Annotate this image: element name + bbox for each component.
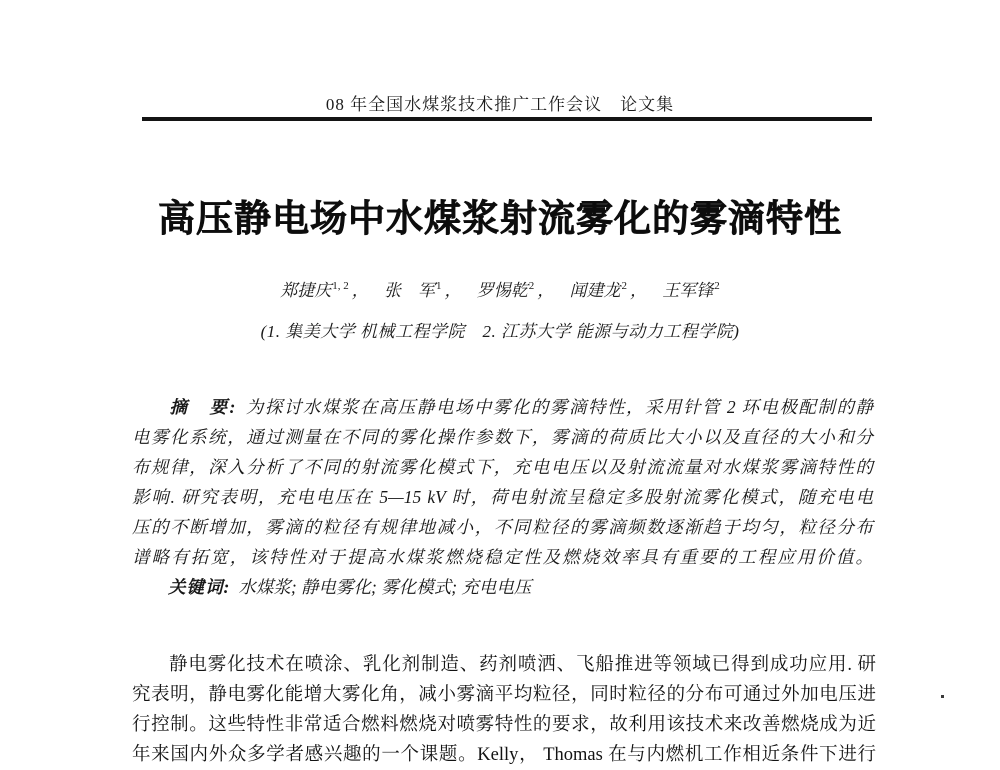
paper-title: 高压静电场中水煤浆射流雾化的雾滴特性 — [158, 198, 842, 239]
proceedings-header: 08 年全国水煤浆技术推广工作会议 论文集 — [325, 95, 675, 114]
body-line: 行控制。这些特性非常适合燃料燃烧对喷雾特性的要求，故利用该技术来改善燃烧成为近 — [132, 715, 876, 735]
author-superscript: 1 — [436, 280, 442, 293]
affiliation-line: (1. 集美大学 机械工程学院 2. 江苏大学 能源与动力工程学院) — [260, 322, 740, 341]
keywords-label: 关键词: — [168, 577, 231, 597]
body-line: 究表明，静电雾化能增大雾化角，减小雾滴平均粒径，同时粒径的分布可通过外加电压进 — [132, 685, 876, 705]
abstract-line: 为探讨水煤浆在高压静电场中雾化的雾滴特性，采用针管 2 环电极配制的静 — [244, 397, 874, 417]
author-name: 郑捷庆$^{1, 2}$ — [280, 280, 349, 300]
author-name: 罗惕乾$^2$ — [476, 280, 535, 300]
header-rule-divider — [142, 117, 872, 121]
abstract-lines — [132, 422, 873, 572]
author-separator: ， — [630, 281, 647, 300]
abstract-line: 谱略有拓宽，该特性对于提高水煤浆燃烧稳定性及燃烧效率具有重要的工程应用价值。 — [132, 547, 873, 567]
author-byline — [0, 276, 1000, 301]
abstract-line: 布规律，深入分析了不同的射流雾化模式下，充电电压以及射流流量对水煤浆雾滴特性的 — [132, 457, 873, 477]
author-name: 闻建龙$^2$ — [569, 280, 627, 300]
abstract-line: 影响. 研究表明，充电电压在 5—15 kV 时，荷电射流呈稳定多股射流雾化模式，随充电电 — [132, 487, 873, 507]
author-name: 张 军$^1$ — [384, 280, 442, 300]
keywords-text: 水煤浆; 静电雾化; 雾化模式; 充电电压 — [238, 577, 532, 597]
abstract-line: 电雾化系统，通过测量在不同的雾化操作参数下，雾滴的荷质比大小以及直径的大小和分 — [132, 427, 873, 447]
author-superscript: 2 — [714, 280, 720, 293]
author-superscript: 2 — [621, 280, 627, 293]
author-separator: ， — [444, 281, 462, 300]
author-superscript: 1, 2 — [332, 280, 349, 293]
scan-speck-artifact — [941, 695, 944, 698]
author-superscript: 2 — [528, 280, 535, 293]
abstract-first-line — [132, 392, 873, 422]
author-separator: ， — [351, 281, 369, 300]
abstract-line: 压的不断增加，雾滴的粒径有规律地减小，不同粒径的雾滴频数逐渐趋于均匀，粒径分布 — [132, 517, 873, 537]
author-name: 王军锋$^2$ — [662, 280, 720, 300]
body-paragraph — [132, 650, 876, 770]
keywords-line — [132, 572, 873, 602]
author-separator: ， — [537, 281, 555, 300]
body-line: 静电雾化技术在喷涂、乳化剂制造、药剂喷洒、飞船推进等领域已得到成功应用. 研 — [169, 655, 876, 675]
body-line: 年来国内外众多学者感兴趣的一个课题。Kelly， Thomas 在与内燃机工作相近条件下进行 — [132, 745, 876, 765]
abstract-section — [132, 392, 873, 602]
abstract-label: 摘 要: — [168, 397, 237, 417]
